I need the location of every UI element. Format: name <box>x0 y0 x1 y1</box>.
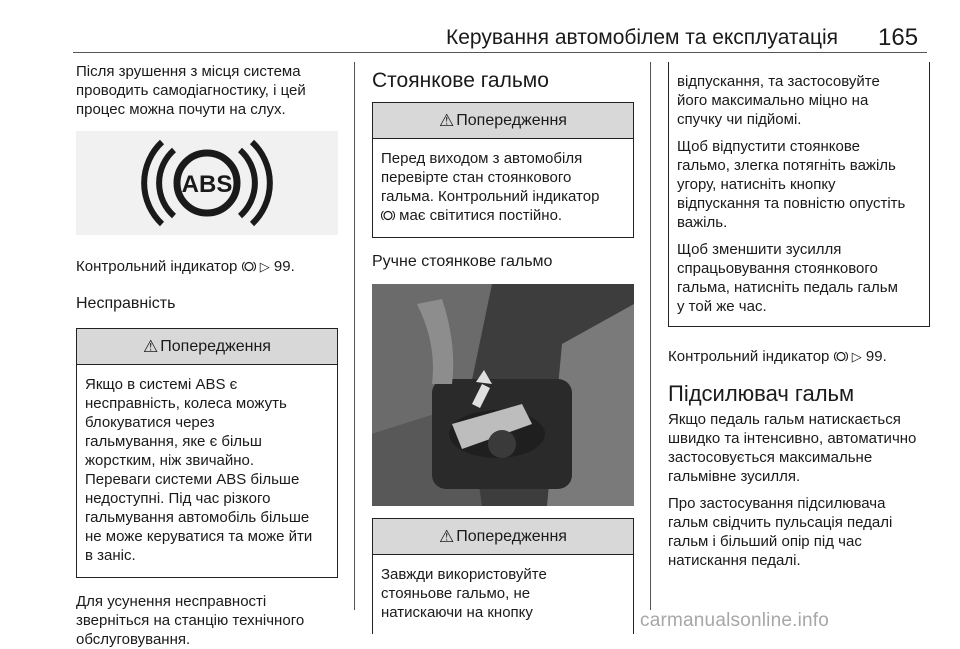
warning-header <box>77 329 337 365</box>
warning-triangle-icon: ⚠ <box>439 110 455 130</box>
warning-body <box>77 365 337 577</box>
text-line: гальма, натисніть педаль гальм <box>677 279 898 296</box>
text-line: відпускання та повністю опустіть <box>677 195 906 212</box>
warning-body <box>373 139 633 237</box>
outro-paragraph <box>76 592 338 649</box>
column-1 <box>76 62 338 649</box>
text-line: обслуговування. <box>76 631 191 648</box>
page-reference: 99. <box>865 348 887 365</box>
column-divider-1 <box>354 62 355 610</box>
warning-box-parking-2 <box>372 518 634 634</box>
text-line: жорстким, ніж звичайно. <box>85 452 255 469</box>
text-line: гальмування автомобіль більше <box>85 509 310 526</box>
text-line: перевірте стан стоянкового <box>381 169 572 186</box>
warning-triangle-icon: ⚠ <box>143 336 159 356</box>
abs-indicator-figure <box>76 131 338 235</box>
text-line: стояньове гальмо, не <box>381 585 531 602</box>
warning-triangle-icon: ⚠ <box>439 526 455 546</box>
text-line: спучку чи підйомі. <box>677 111 802 128</box>
text-line: його максимально міцно на <box>677 92 869 109</box>
text-line: блокуватися через <box>85 414 215 431</box>
intro-paragraph <box>76 62 338 119</box>
text-line: натискання педалі. <box>668 552 801 569</box>
warning-title: Попередження <box>160 337 271 355</box>
text-line: Якщо педаль гальм натискається <box>668 411 901 428</box>
text-line: швидко та інтенсивно, автоматично <box>668 430 917 447</box>
text-line: Якщо в системі ABS є <box>85 376 238 393</box>
text-line: Після зрушення з місця система <box>76 63 301 80</box>
section-title-brake-booster: Підсилювач гальм <box>668 381 855 406</box>
column-3 <box>668 62 930 570</box>
text-line: натискаючи на кнопку <box>381 604 533 621</box>
indicator-reference <box>76 257 338 276</box>
indicator-reference <box>668 347 930 366</box>
text-line: Переваги системи ABS більше <box>85 471 300 488</box>
warning-box-continued <box>668 62 930 327</box>
text-line: застосовується максимальне <box>668 449 873 466</box>
parking-brake-indicator-icon <box>381 209 395 222</box>
parking-brake-lever-illustration <box>372 284 634 506</box>
paragraph <box>677 137 921 232</box>
text-line: проводить самодіагностику, і цей <box>76 82 306 99</box>
header-title: Керування автомобілем та експлуатація <box>446 26 839 49</box>
text-line: спрацьовування стоянкового <box>677 260 878 277</box>
text-line: гальмування, яке є більш <box>85 433 262 450</box>
column-2 <box>372 68 634 634</box>
text-line: Про застосування підсилювача <box>668 495 886 512</box>
text-line: гальмівне зусилля. <box>668 468 801 485</box>
text-line: гальм і більший опір під час <box>668 533 862 550</box>
watermark: carmanualsonline.info <box>640 610 830 631</box>
column-divider-2 <box>650 62 651 610</box>
text-line: Щоб відпустити стоянкове <box>677 138 861 155</box>
header-rule <box>73 52 927 53</box>
warning-header <box>373 103 633 139</box>
warning-box-abs <box>76 328 338 578</box>
text-line: не може керуватися та може йти <box>85 528 313 545</box>
page-ref-arrow-icon: ▷ <box>259 259 270 274</box>
text-line: Перед виходом з автомобіля <box>381 150 583 167</box>
paragraph <box>677 240 921 316</box>
warning-body <box>373 555 633 634</box>
text-line: гальма. Контрольний індикатор <box>381 188 600 205</box>
page-number: 165 <box>878 24 919 51</box>
warning-title: Попередження <box>456 527 567 545</box>
text-line: гальмо, злегка потягніть важіль <box>677 157 896 174</box>
text-line: у той же час. <box>677 298 767 315</box>
abs-warning-icon <box>132 138 282 228</box>
page-ref-arrow-icon: ▷ <box>851 349 862 364</box>
text-line: несправність, колеса можуть <box>85 395 287 412</box>
text-line: в заніс. <box>85 547 136 564</box>
text-line: зверніться на станцію технічного <box>76 612 305 629</box>
text-line: недоступні. Під час різкого <box>85 490 271 507</box>
parking-brake-small-icon <box>834 350 848 363</box>
abs-small-icon <box>242 260 256 273</box>
subhead-manual-brake: Ручне стоянкове гальмо <box>372 253 553 270</box>
abs-icon-text: ABS <box>181 171 233 198</box>
text-line: процес можна почути на слух. <box>76 101 286 118</box>
page-reference: 99. <box>273 258 295 275</box>
text-line: угору, натисніть кнопку <box>677 176 836 193</box>
indicator-label: Контрольний індикатор <box>668 348 830 365</box>
text-line: відпускання, та застосовуйте <box>677 73 880 90</box>
text-line: Завжди використовуйте <box>381 566 547 583</box>
text-line: Щоб зменшити зусилля <box>677 241 842 258</box>
warning-header <box>373 519 633 555</box>
text-line: Для усунення несправності <box>76 593 267 610</box>
section-title-parking-brake: Стоянкове гальмо <box>372 69 549 92</box>
malfunction-title: Несправність <box>76 295 176 312</box>
paragraph <box>668 410 930 486</box>
text-line <box>381 206 625 225</box>
warning-title: Попередження <box>456 111 567 129</box>
text-line-rest: має світитися постійно. <box>399 207 563 224</box>
parking-brake-photo <box>372 284 634 506</box>
paragraph <box>677 72 921 129</box>
warning-box-parking <box>372 102 634 238</box>
paragraph <box>668 494 930 570</box>
text-line: гальм свідчить пульсація педалі <box>668 514 893 531</box>
text-line: важіль. <box>677 214 728 231</box>
indicator-label: Контрольний індикатор <box>76 258 238 275</box>
